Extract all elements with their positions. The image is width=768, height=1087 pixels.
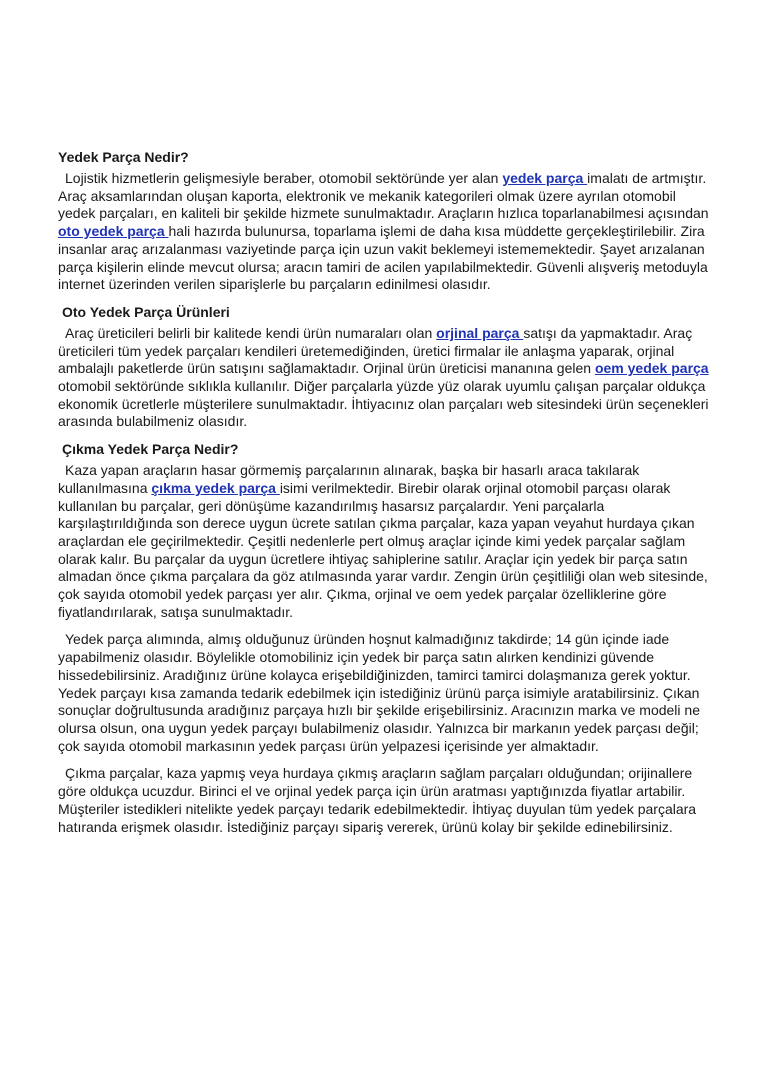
section-heading-cikma-yedek-parca-nedir [58, 440, 714, 458]
section-heading-yedek-parca-nedir: Yedek Parça Nedir? [58, 149, 189, 165]
paragraph-3 [58, 462, 714, 621]
paragraph-text: imalatı de artmıştır. Araç aksamlarından oluşan kaporta, elektronik ve mekanik kategorileri olmak üzere ayrılan otomobil yedek parçaları, en kaliteli bir şekilde hizmete sunulmaktadır. Araçların hızlıca toparlanabilmesi açısından [58, 170, 709, 222]
document-page [58, 148, 714, 845]
paragraph-text: otomobil sektöründe sıklıkla kullanılır. Diğer parçalarla yüzde yüz olarak uyumlu çalışan parçalar oldukça ekonomik ücretlerle müşterilere sunulmaktadır. İhtiyacınız olan parçaları web sitesindeki ürün seçenekleri arasında bulabilmeniz olasıdır. [58, 378, 709, 430]
paragraph-text: Araç üreticileri belirli bir kalitede kendi ürün numaraları olan [65, 324, 437, 341]
paragraph-4 [58, 631, 714, 755]
paragraph-text: Kaza yapan araçların hasar görmemiş parçalarının alınarak, başka bir hasarlı araca takılarak kullanılmasına [58, 462, 640, 496]
paragraph-text: Yedek parça alımında, almış olduğunuz üründen hoşnut kalmadığınız takdirde; 14 gün içinde iade yapabilmeniz olasıdır. Böylelikle otomobiliniz için yedek bir parça satın alırken kendinizi güvende hissedebilirsiniz. Aradığınız ürüne kolayca erişebildiğinizden, tamirci tamirci dolaşmanıza gerek yoktur. Yedek parçayı kısa zamanda tedarik edebilmek için istediğiniz ürünü parça isimiyle aratabilirsiniz. Çıkan sonuçlar doğrultusunda aradığınız parçaya hızlı bir şekilde erişebilirsiniz. Aracınızın marka ve modeli ne olursa olsun, ona uygun yedek parçayı bulabilmeniz olasıdır. Yalnızca bir markanın yedek parçası değil; çok sayıda otomobil markasının yedek parçası ürün yelpazesi içerisinde yer almaktadır. [58, 631, 700, 754]
link-orjinal-parca[interactable]: orjinal parça [436, 324, 524, 341]
paragraph-text: Çıkma parçalar, kaza yapmış veya hurdaya çıkmış araçların sağlam parçaları olduğundan; orijinallere göre oldukça ucuzdur. Birinci el ve orjinal yedek parça için ürün aratması yaptığınızda fiyatlar artabilir. Müşteriler istedikleri nitelikte yedek parçayı tedarik edebilmektedir. İhtiyaç duyulan tüm yedek parçalara hatıranda erişmek olasıdır. İstediğiniz parçayı sipariş vererek, ürünü kolay bir şekilde edinebilirsiniz. [58, 765, 697, 835]
link-oem-yedek-parca[interactable]: oem yedek parça [594, 360, 709, 377]
link-cikma-yedek-parca[interactable]: çıkma yedek parça [151, 479, 280, 496]
paragraph-2 [58, 325, 714, 431]
section-heading-oto-yedek-parca-urunleri [58, 303, 714, 321]
link-oto-yedek-parca[interactable]: oto yedek parça [58, 223, 169, 240]
paragraph-text: Lojistik hizmetlerin gelişmesiyle beraber, otomobil sektöründe yer alan [65, 170, 503, 186]
heading-text: Oto Yedek Parça Ürünleri [62, 303, 230, 320]
paragraph-5 [58, 765, 714, 836]
paragraph-text: hali hazırda bulunursa, toparlama işlemi de daha kısa müddette gerçekleştirilebilir. Zira insanlar araç arızalanması vaziyetinde parça için uzun vakit beklemeyi istememektedir. Şayet arızalanan parça kişilerin elinde mevcut olursa; aracın tamiri de acilen yapılabilmektedir. Güvenli alışveriş metoduyla internet üzerinden verilen siparişlerle bu parçaların edinilmesi olasıdır. [58, 223, 708, 293]
link-yedek-parca[interactable]: yedek parça [502, 170, 588, 186]
paragraph-text: satışı da yapmaktadır. Araç üreticileri tüm yedek parçaları kendileri üretemediğinden, üretici firmalar ile anlaşma yaparak, orjinal ambalajlı paketlerde ürün satışını sağlamaktadır. Orjinal ürün üreticisi mananına gelen [58, 324, 693, 377]
paragraph-1 [58, 170, 714, 294]
heading-text: Çıkma Yedek Parça Nedir? [62, 441, 239, 458]
paragraph-text: isimi verilmektedir. Birebir olarak orjinal otomobil parçası olarak kullanılan bu parçalar, geri dönüşüme kazandırılmış hasarsız parçalardır. Yeni parçalarla karşılaştırıldığında son derece uygun ücrete satılan çıkma parçalar, kaza yapan veyahut hurdaya çıkan araçlardan ele geçirilmektedir. Çeşitli nedenlerle pert olmuş araçlar içinde kimi yedek parçalar sağlam olarak kalır. Bu parçalar da uygun ücretlere ihtiyaç sahiplerine satılır. Araçlar için yedek bir parça satın almadan önce çıkma parçalara da göz atılmasında yarar vardır. Zengin ürün çeşitliliği olan web sitesinde, çok sayıda otomobil yedek parçası yer alır. Çıkma, orjinal ve oem yedek parçalar özelliklerine göre fiyatlandırılarak, satışa sunulmaktadır. [58, 479, 708, 620]
